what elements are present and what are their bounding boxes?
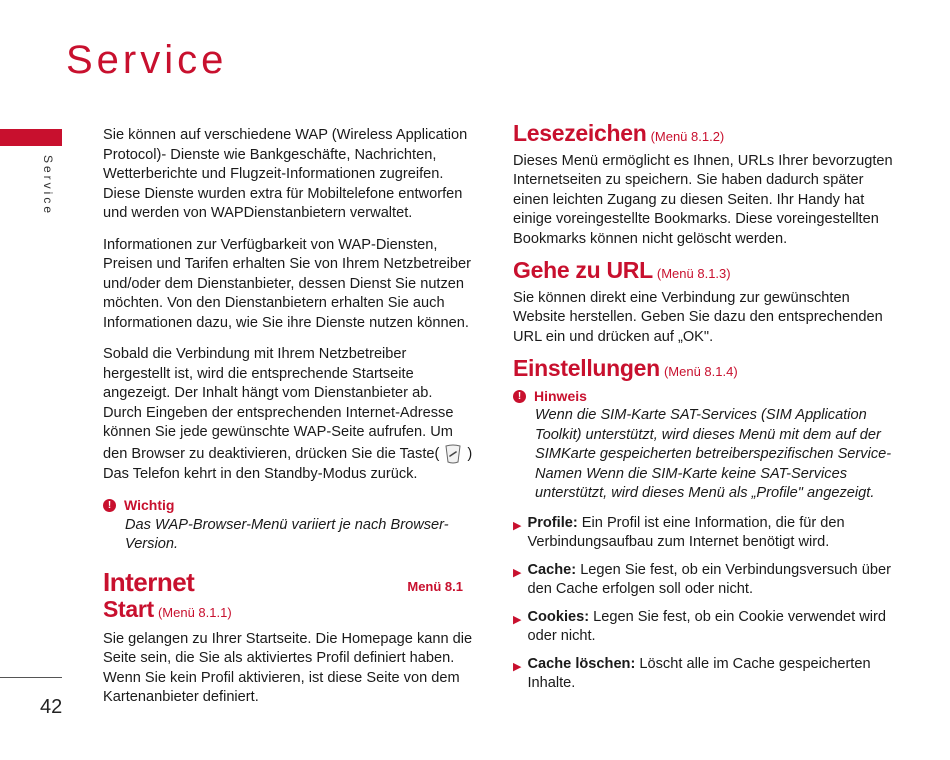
internet-menu-ref: Menü 8.1 <box>407 578 463 594</box>
goto-url-paragraph: Sie können direkt eine Verbindung zur gewünschten Website herstellen. Geben Sie dazu den entsprechenden URL ein und drücken auf „OK". <box>513 289 883 345</box>
list-item <box>513 561 893 600</box>
bullet-text: Löscht alle im Cache gespeicherten Inhalte. <box>527 655 871 691</box>
settings-menu-ref: (Menü 8.1.4) <box>663 364 738 379</box>
settings-title: Einstellungen <box>513 355 660 381</box>
bullet-term: Cache löschen: <box>527 655 636 672</box>
internet-heading <box>103 566 475 597</box>
left-column <box>103 126 475 720</box>
bookmarks-menu-ref: (Menü 8.1.2) <box>650 129 725 144</box>
bullet-text: Ein Profil ist eine Information, die für den Verbindungsaufbau zum Internet benötigt wird. <box>527 514 845 550</box>
list-item <box>513 655 893 694</box>
bookmarks-heading <box>513 120 893 148</box>
start-heading <box>103 596 475 624</box>
internet-title: Internet <box>103 566 195 597</box>
important-note <box>103 496 475 555</box>
intro-paragraph-1: Sie können auf verschiedene WAP (Wireless Application Protocol)- Dienste wie Bankgeschäfte, Nachrichten, Wetterberichte und Flugzeit-Informationen zugreifen. Diese Dienste wurden extra für Mobiltelefone entworfen und werden von WAPDienstanbietern verwaltet. <box>103 127 468 221</box>
start-menu-ref: (Menü 8.1.1) <box>157 605 232 620</box>
end-key-icon <box>443 443 463 465</box>
goto-url-heading <box>513 257 893 285</box>
start-title: Start <box>103 596 154 622</box>
page-number: 42 <box>40 696 63 718</box>
start-paragraph: Sie gelangen zu Ihrer Startseite. Die Homepage kann die Seite sein, die Sie als aktiviertes Profil definiert haben. Wenn Sie kein Profil aktivieren, ist diese Seite von dem Kartenanbieter definiert. <box>103 630 473 705</box>
hint-body: Wenn die SIM-Karte SAT-Services (SIM Application Toolkit) unterstützt, wird dieses Menü mit dem auf der SIMKarte gespeicherten betreiberspezifischen Service-Namen Wenn die SIM-Karte keine SAT-Services unterstützt, wird dieses Menü als „Profile" angezeigt. <box>535 407 892 501</box>
list-item <box>513 608 893 647</box>
bullet-text: Legen Sie fest, ob ein Verbindungsversuch über den Cache erfolgen soll oder nicht. <box>527 561 891 597</box>
bullet-term: Profile: <box>527 514 578 531</box>
bookmarks-title: Lesezeichen <box>513 120 647 146</box>
warning-icon: ! <box>103 499 116 512</box>
warning-icon: ! <box>513 390 526 403</box>
right-column <box>513 120 893 694</box>
note-title: Wichtig <box>124 497 175 513</box>
triangle-bullet-icon: ▶ <box>513 566 522 579</box>
goto-url-title: Gehe zu URL <box>513 257 653 283</box>
intro-paragraph-3-part-b: ) Das Telefon kehrt in den Standby-Modus zurück. <box>103 445 473 482</box>
intro-paragraph-3-part-a: Sobald die Verbindung mit Ihrem Netzbetreiber hergestellt ist, wird die entsprechende Startseite angezeigt. Der Inhalt hängt vom Dienstanbieter ab. Durch Eingeben der entsprechenden Internet-Adresse können Sie jede gewünschte WAP-Seite aufrufen. Um den Browser zu deaktivieren, drücken Sie die Taste( <box>103 346 454 462</box>
intro-paragraph-3 <box>103 345 475 484</box>
bullet-text: Legen Sie fest, ob ein Cookie verwendet wird oder nicht. <box>527 608 887 644</box>
settings-heading <box>513 355 893 383</box>
triangle-bullet-icon: ▶ <box>513 519 522 532</box>
triangle-bullet-icon: ▶ <box>513 613 522 626</box>
list-item <box>513 514 893 553</box>
page-title: Service <box>66 38 228 82</box>
side-section-label: Service <box>41 155 55 217</box>
bullet-term: Cookies: <box>527 608 590 625</box>
footer-divider <box>0 677 62 678</box>
bullet-term: Cache: <box>527 561 577 578</box>
triangle-bullet-icon: ▶ <box>513 660 522 673</box>
bookmarks-paragraph: Dieses Menü ermöglicht es Ihnen, URLs Ihrer bevorzugten Internetseiten zu speichern. Sie haben dadurch später einen leichten Zugang zu diesen Seiten. Ihr Handy hat einige voreingestellte Bookmarks. Diese voreingestellten Bookmarks können nicht gelöscht werden. <box>513 152 893 247</box>
hint-title: Hinweis <box>534 387 587 404</box>
note-body: Das WAP-Browser-Menü variiert je nach Browser-Version. <box>125 516 449 552</box>
hint-note <box>513 387 893 504</box>
intro-paragraph-2: Informationen zur Verfügbarkeit von WAP-Diensten, Preisen und Tarifen erhalten Sie von Ihrem Netzbetreiber und/oder dem Dienstanbieter, dessen Dienst Sie nutzen möchten. Von den Dienstanbietern erhalten Sie auch Informationen dazu, wie Sie ihre Dienste nutzen können. <box>103 236 472 331</box>
side-tab-marker <box>0 129 62 146</box>
goto-url-menu-ref: (Menü 8.1.3) <box>656 266 731 281</box>
